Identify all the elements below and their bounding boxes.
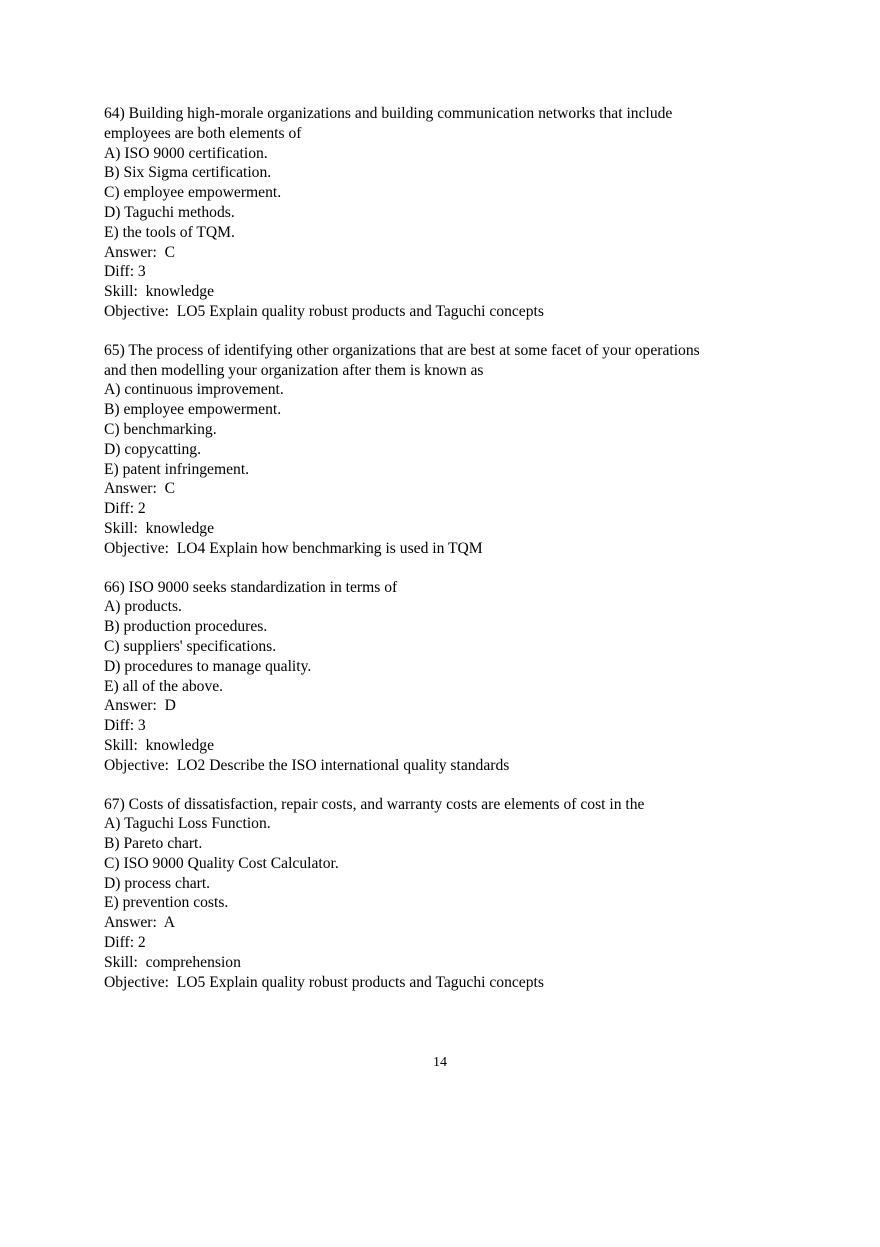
question-stem-line: 64) Building high-morale organizations and building communication networks that include [104,105,673,122]
option-a: A) continuous improvement. [104,381,284,399]
option-d: D) copycatting. [104,440,201,458]
answer-line: Answer: D [104,697,176,715]
skill-line: Skill: knowledge [104,736,215,754]
skill-line: Skill: knowledge [104,519,215,537]
question-stem-line: 66) ISO 9000 seeks standardization in terms of [104,578,398,596]
option-c: C) suppliers' specifications. [104,637,277,655]
question-stem-line: and then modelling your organization after them is known as [104,361,484,379]
question-65 [104,341,804,559]
difficulty-line: Diff: 3 [104,717,146,735]
question-stem-line: 65) The process of identifying other organizations that are best at some facet of your operations [104,341,700,359]
option-a: A) products. [104,598,182,616]
option-b: B) Six Sigma certification. [104,164,272,182]
difficulty-line: Diff: 2 [104,934,146,952]
question-67 [104,795,804,993]
option-c: C) employee empowerment. [104,184,282,202]
difficulty-line: Diff: 3 [104,263,146,281]
option-e: E) prevention costs. [104,894,229,912]
option-a: A) Taguchi Loss Function. [104,815,271,833]
skill-line: Skill: comprehension [104,953,241,971]
objective-line: Objective: LO5 Explain quality robust products and Taguchi concepts [104,973,544,991]
option-a: A) ISO 9000 certification. [104,144,268,162]
option-b: B) production procedures. [104,618,268,636]
page-number: 14 [433,1055,447,1070]
option-e: E) patent infringement. [104,460,250,478]
option-d: D) Taguchi methods. [104,203,235,221]
question-66 [104,578,804,776]
document-page [104,104,804,1011]
question-stem-line: 67) Costs of dissatisfaction, repair costs, and warranty costs are elements of cost in the [104,795,645,813]
question-64 [104,104,804,322]
option-c: C) benchmarking. [104,420,217,438]
objective-line: Objective: LO2 Describe the ISO international quality standards [104,756,510,774]
option-d: D) process chart. [104,874,211,892]
option-c: C) ISO 9000 Quality Cost Calculator. [104,854,339,872]
option-b: B) employee empowerment. [104,401,282,419]
answer-line: Answer: C [104,480,176,498]
skill-line: Skill: knowledge [104,283,215,301]
difficulty-line: Diff: 2 [104,500,146,518]
answer-line: Answer: C [104,243,176,261]
option-e: E) all of the above. [104,677,224,695]
option-d: D) procedures to manage quality. [104,657,312,675]
option-b: B) Pareto chart. [104,835,203,853]
answer-line: Answer: A [104,914,176,932]
question-stem-line: employees are both elements of [104,124,302,142]
objective-line: Objective: LO5 Explain quality robust products and Taguchi concepts [104,302,544,320]
option-e: E) the tools of TQM. [104,223,235,241]
objective-line: Objective: LO4 Explain how benchmarking is used in TQM [104,539,483,557]
